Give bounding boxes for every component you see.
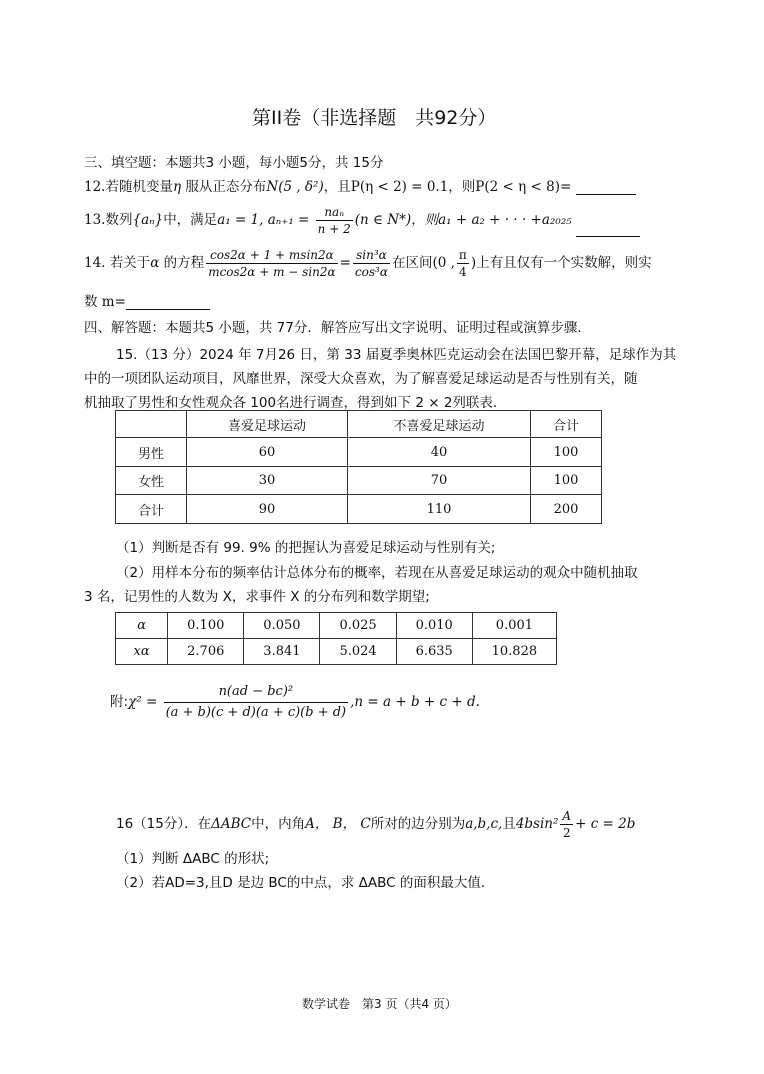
q12-var: η [172, 179, 182, 195]
chi-square-formula [110, 678, 480, 726]
table-row [116, 438, 602, 467]
q12-mid: 服从正态分布 [181, 179, 267, 195]
q13-mid: 中，满足 [163, 212, 218, 228]
q14-answer-blank[interactable] [126, 309, 210, 310]
table-cell: xα [116, 639, 168, 665]
question-16 [116, 804, 635, 844]
table-row [116, 495, 602, 524]
question-14-line2 [84, 290, 210, 310]
question-14 [84, 243, 652, 283]
table-cell: 2.706 [168, 639, 244, 665]
page-footer: 数学试卷 第3 页（共4 页） [302, 997, 457, 1011]
q12-cond: ，且P(η < 2) = 0.1，则P(2 < η < 8)= [323, 179, 576, 195]
q14-frac2-den: cos³α [354, 265, 388, 279]
contingency-table [115, 410, 602, 524]
critical-value-table [115, 612, 557, 665]
q13-answer-blank[interactable] [576, 236, 640, 237]
section-title: 第II卷（非选择题 共92分） [252, 107, 497, 129]
q14-fraction-2 [353, 247, 390, 280]
table-cell: 100 [531, 467, 602, 495]
q16-fraction [560, 808, 573, 841]
table-cell: 40 [348, 438, 531, 467]
chi-denominator: (a + b)(c + d)(a + c)(b + d) [165, 705, 347, 720]
q16-line1-c: 所对的边分别为 [370, 816, 466, 832]
q14-fraction-1 [206, 247, 337, 280]
question-12 [84, 175, 636, 195]
q16-expr-a: 4bsin² [515, 816, 559, 832]
table-cell: 100 [531, 438, 602, 467]
q14-line2: 数 m= [84, 294, 126, 310]
chi-fraction [164, 682, 349, 723]
q14-frac1-den: mcos2α + m − sin2α [208, 265, 336, 279]
q13-frac-num: naₙ [316, 204, 353, 221]
chi-symbol: χ² = [128, 694, 158, 710]
table-header-cell: 合计 [531, 411, 602, 438]
table-cell: 0.001 [472, 613, 556, 639]
question-13 [84, 203, 640, 237]
part4-heading: 四、解答题：本题共5 小题，共 77分．解答应写出文字说明、证明过程或演算步骤． [84, 320, 591, 336]
q16-sub2: （2）若AD=3,且D 是边 BC的中点，求 ΔABC 的面积最大值． [116, 875, 495, 891]
q16-triangle: ΔABC [211, 816, 252, 832]
table-cell: 60 [187, 438, 348, 467]
q16-angles: A， B， C [305, 816, 371, 832]
table-cell: 0.025 [320, 613, 396, 639]
part3-heading: 三、填空题：本题共3 小题，每小题5分，共 15分 [84, 155, 384, 171]
q15-line3: 机抽取了男性和女性观众各 100名进行调查，得到如下 2 × 2列联表． [84, 395, 507, 411]
q14-mid: 的方程 [159, 255, 205, 271]
table-header-cell [116, 411, 187, 438]
q15-sub2-line2: 3 名，记男性的人数为 X，求事件 X 的分布列和数学期望; [84, 589, 430, 605]
table-cell: 3.841 [244, 639, 320, 665]
q12-dist: N(5 , δ²) [266, 179, 324, 195]
table-cell: 合计 [116, 495, 187, 524]
q13-fraction [316, 204, 353, 237]
q13-seq: {aₙ} [132, 212, 164, 228]
table-row [116, 639, 557, 665]
table-cell: 5.024 [320, 639, 396, 665]
q14-tail: 上有且仅有一个实数解，则实 [476, 255, 652, 271]
table-cell: 90 [187, 495, 348, 524]
q15-sub1: （1）判断是否有 99. 9% 的把握认为喜爱足球运动与性别有关; [116, 540, 496, 556]
q16-line1-b: 中，内角 [251, 816, 306, 832]
q13-init: a₁ = 1, aₙ₊₁ = [217, 212, 310, 228]
table-header-row [116, 411, 602, 438]
q13-prefix: 13.数列 [84, 212, 133, 228]
q15-sub2-line1: （2）用样本分布的频率估计总体分布的概率，若现在从喜爱足球运动的观众中随机抽取 [116, 565, 638, 581]
table-cell: α [116, 613, 168, 639]
q14-frac2-num: sin³α [353, 247, 390, 264]
table-row [116, 613, 557, 639]
appendix-label: 附: [110, 694, 129, 710]
q16-sides: a,b,c, [465, 816, 503, 832]
q14-cond: 在区间 [391, 255, 433, 271]
q14-interval-fraction [457, 247, 469, 280]
table-cell: 0.010 [396, 613, 472, 639]
table-cell: 女性 [116, 467, 187, 495]
q16-sub1: （1）判断 ΔABC 的形状; [116, 851, 270, 867]
table-cell: 男性 [116, 438, 187, 467]
q16-line1-d: 且 [502, 816, 516, 832]
table-cell: 200 [531, 495, 602, 524]
q12-prefix: 12.若随机变量 [84, 179, 173, 195]
q15-line2: 中的一项团队运动项目，风靡世界，深受大众喜欢，为了解喜爱足球运动是否与性别有关，随 [84, 371, 638, 387]
table-cell: 70 [348, 467, 531, 495]
q14-eq: = [339, 255, 351, 271]
table-header-cell: 喜爱足球运动 [187, 411, 348, 438]
table-row [116, 467, 602, 495]
q14-frac1-num: cos2α + 1 + msin2α [206, 247, 337, 264]
table-cell: 110 [348, 495, 531, 524]
q14-interval-open: (0 , [432, 255, 455, 271]
table-cell: 0.050 [244, 613, 320, 639]
q14-interval-den: 4 [459, 265, 467, 279]
q16-frac-num: A [562, 809, 572, 823]
q16-expr-b: + c = 2b [575, 816, 636, 832]
q16-line1-a: 16（15分）．在 [116, 816, 212, 832]
q13-cond: (n ∈ N*)，则a₁ + a₂ + · · · +a₂₀₂₅ [354, 212, 572, 228]
table-cell: 10.828 [472, 639, 556, 665]
q16-frac-den: 2 [562, 826, 571, 840]
q13-frac-den: n + 2 [317, 222, 351, 236]
q12-answer-blank[interactable] [576, 194, 636, 195]
q14-interval-num: π [458, 248, 467, 262]
q14-prefix: 14. 若关于 [84, 255, 151, 271]
table-cell: 6.635 [396, 639, 472, 665]
q14-interval-close: ) [470, 255, 477, 271]
table-cell: 0.100 [168, 613, 244, 639]
q15-line1: 15.（13 分）2024 年 7月26 日，第 33 届夏季奥林匹克运动会在法国巴黎开幕，足球作为其 [116, 347, 677, 363]
table-header-cell: 不喜爱足球运动 [348, 411, 531, 438]
q14-var: α [150, 255, 160, 271]
chi-tail: ,n = a + b + c + d. [350, 694, 480, 710]
table-cell: 30 [187, 467, 348, 495]
chi-numerator: n(ad − bc)² [164, 682, 349, 703]
